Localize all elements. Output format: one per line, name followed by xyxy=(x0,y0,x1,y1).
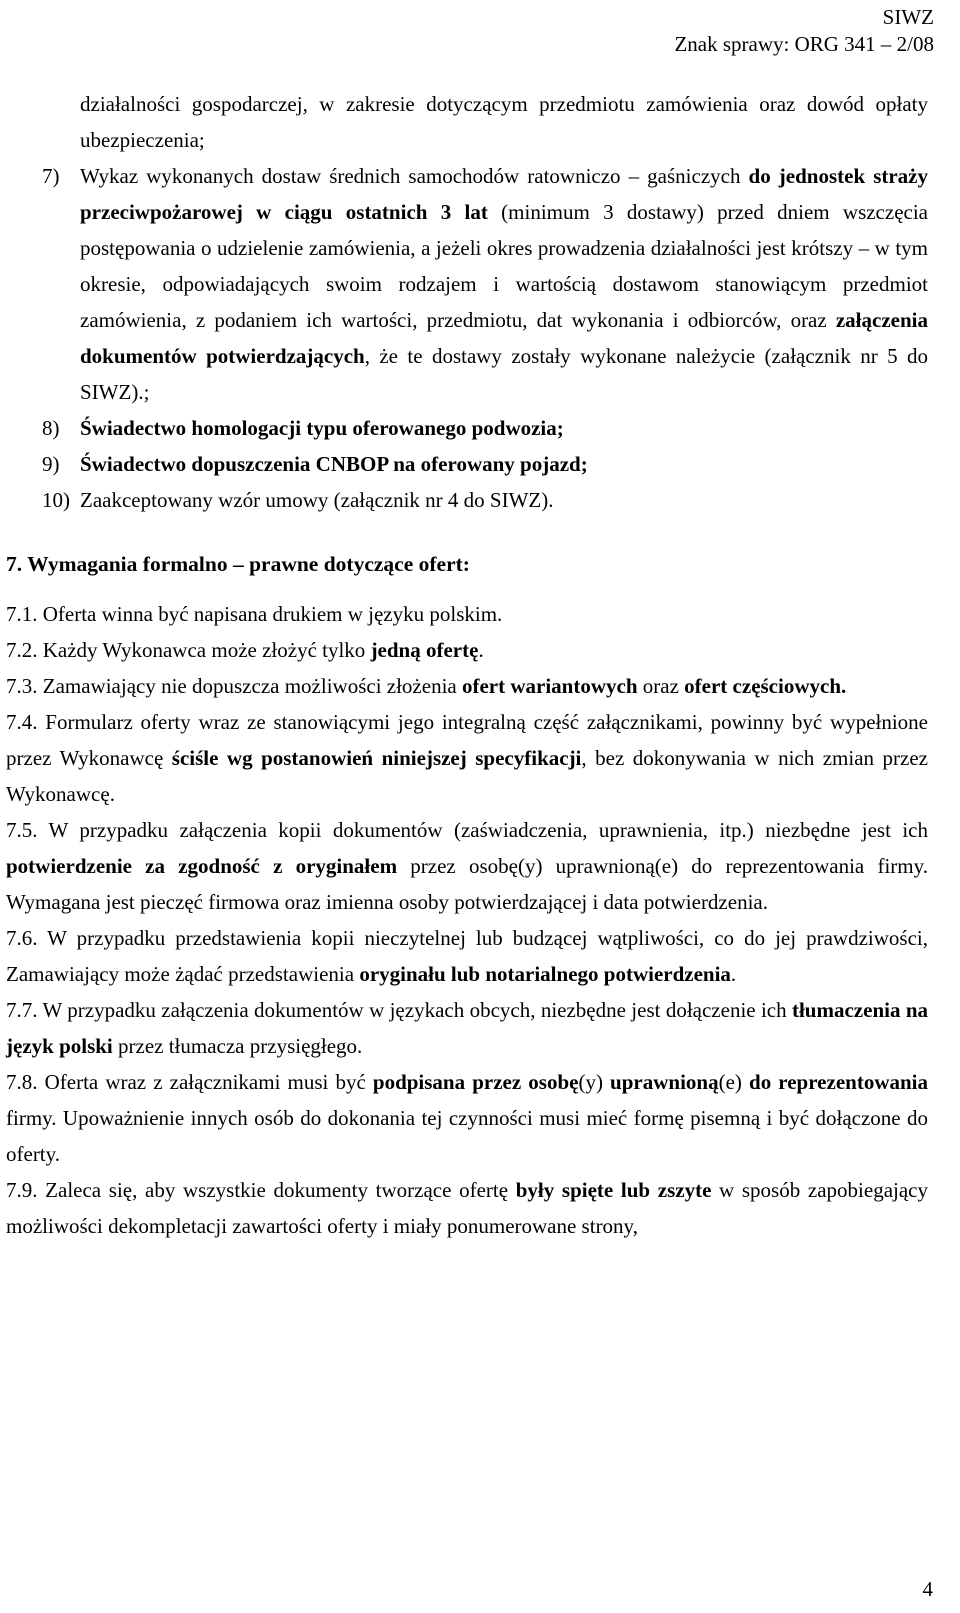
bold-run: załączenia dokumentów potwierdzających xyxy=(80,308,928,368)
bold-run: uprawnioną xyxy=(610,1070,719,1094)
text-run: , że te dostawy zostały wykonane należycie (załącznik nr 5 do SIWZ).; xyxy=(80,344,928,404)
text-run: 7.5. W przypadku załączenia kopii dokumentów (zaświadczenia, uprawnienia, itp.) niezbędne jest ich xyxy=(6,818,928,842)
section-heading: 7. Wymagania formalno – prawne dotyczące ofert: xyxy=(6,552,470,576)
text-run: 7.8. Oferta wraz z załącznikami musi być xyxy=(6,1070,373,1094)
bold-run: ściśle wg postanowień niniejszej specyfikacji xyxy=(171,746,582,770)
paragraph-7-9 xyxy=(6,1172,928,1244)
text-run: 7.7. W przypadku załączenia dokumentów w językach obcych, niezbędne jest dołączenie ich xyxy=(6,998,792,1022)
text-run: oraz xyxy=(637,674,685,698)
text-run: przez tłumacza przysięgłego. xyxy=(112,1034,363,1058)
list-number: 10) xyxy=(42,488,70,512)
bold-run: oryginału lub notarialnego potwierdzenia xyxy=(359,962,731,986)
list-number: 9) xyxy=(42,452,60,476)
paragraph-7-6 xyxy=(6,920,928,992)
text-run: Wykaz wykonanych dostaw średnich samochodów ratowniczo – gaśniczych xyxy=(80,164,749,188)
bold-run: podpisana przez osobę xyxy=(372,1070,579,1094)
text-run: 7.2. Każdy Wykonawca może złożyć tylko xyxy=(6,638,371,662)
paragraph-7-8 xyxy=(6,1064,928,1172)
page-header xyxy=(674,4,934,58)
paragraph-7-5 xyxy=(6,812,928,920)
header-case-number: Znak sprawy: ORG 341 – 2/08 xyxy=(674,32,934,56)
text-run: przez osobę(y) uprawnioną(e) do reprezentowania firmy. Wymagana jest pieczęć firmowa oraz imienna osoby potwierdzającej i data potwierdzenia. xyxy=(6,854,928,914)
list-text: Świadectwo dopuszczenia CNBOP na oferowany pojazd; xyxy=(80,452,588,476)
text-run: (minimum 3 dostawy) przed dniem wszczęcia postępowania o udzielenie zamówienia, a jeżeli okres prowadzenia działalności jest krótszy – w tym okresie, odpowiadających swoim rodzajem i wartością dostawom stanowiącym przedmiot zamówienia, z podaniem ich wartości, przedmiotu, dat wykonania i odbiorców, oraz xyxy=(80,200,928,332)
text-run: . xyxy=(478,638,484,662)
text-run: 7.3. Zamawiający nie dopuszcza możliwości złożenia xyxy=(6,674,462,698)
text-run: , bez dokonywania w nich zmian przez Wykonawcę. xyxy=(6,746,929,806)
bold-run: były spięte lub zszyte xyxy=(515,1178,712,1202)
page-number: 4 xyxy=(922,1577,933,1601)
text-run: 7.6. W przypadku przedstawienia kopii nieczytelnej lub budzącej wątpliwości, co do jej prawdziwości, Zamawiający może żądać przedstawienia xyxy=(6,926,928,986)
paragraph-7-4 xyxy=(6,704,928,812)
bold-run: potwierdzenie za zgodność z oryginałem xyxy=(6,854,398,878)
paragraph-7-1: 7.1. Oferta winna być napisana drukiem w języku polskim. xyxy=(6,602,503,626)
header-doc-type: SIWZ xyxy=(882,5,934,29)
paragraph-7-2 xyxy=(6,632,928,668)
bold-run: ofert wariantowych xyxy=(461,674,638,698)
text-run: 7.9. Zaleca się, aby wszystkie dokumenty tworzące ofertę xyxy=(6,1178,516,1202)
text-run: . xyxy=(730,962,737,986)
text-run: firmy. Upoważnienie innych osób do dokonania tej czynności musi mieć formę pisemną i być dołączone do oferty. xyxy=(6,1106,928,1166)
list-item-9 xyxy=(6,446,928,482)
list-text xyxy=(80,158,928,410)
list-item-7 xyxy=(6,158,928,410)
list-number: 7) xyxy=(42,164,60,188)
list-text: Świadectwo homologacji typu oferowanego podwozia; xyxy=(80,416,564,440)
paragraph-7-3 xyxy=(6,668,928,704)
list-item-10 xyxy=(6,482,928,518)
text-run: (e) xyxy=(718,1070,750,1094)
text-run: 7.4. Formularz oferty wraz ze stanowiącymi jego integralną część załącznikami, powinny być wypełnione przez Wykonawcę xyxy=(6,710,928,770)
bold-run: tłumaczenia na język polski xyxy=(6,998,929,1058)
bold-run: do jednostek straży przeciwpożarowej w ciągu ostatnich 3 lat xyxy=(80,164,928,224)
text-run: (y) xyxy=(578,1070,611,1094)
list-text: Zaakceptowany wzór umowy (załącznik nr 4 do SIWZ). xyxy=(80,488,554,512)
document-body xyxy=(6,86,928,1244)
list-item-8 xyxy=(6,410,928,446)
bold-run: do reprezentowania xyxy=(749,1070,928,1094)
list-number: 8) xyxy=(42,416,60,440)
continued-paragraph: działalności gospodarczej, w zakresie dotyczącym przedmiotu zamówienia oraz dowód opłaty ubezpieczenia; xyxy=(80,92,928,152)
bold-run: ofert częściowych. xyxy=(684,674,847,698)
bold-run: jedną ofertę xyxy=(370,638,479,662)
text-run: w sposób zapobiegający możliwości dekompletacji zawartości oferty i miały ponumerowane strony, xyxy=(6,1178,928,1238)
paragraph-7-7 xyxy=(6,992,928,1064)
